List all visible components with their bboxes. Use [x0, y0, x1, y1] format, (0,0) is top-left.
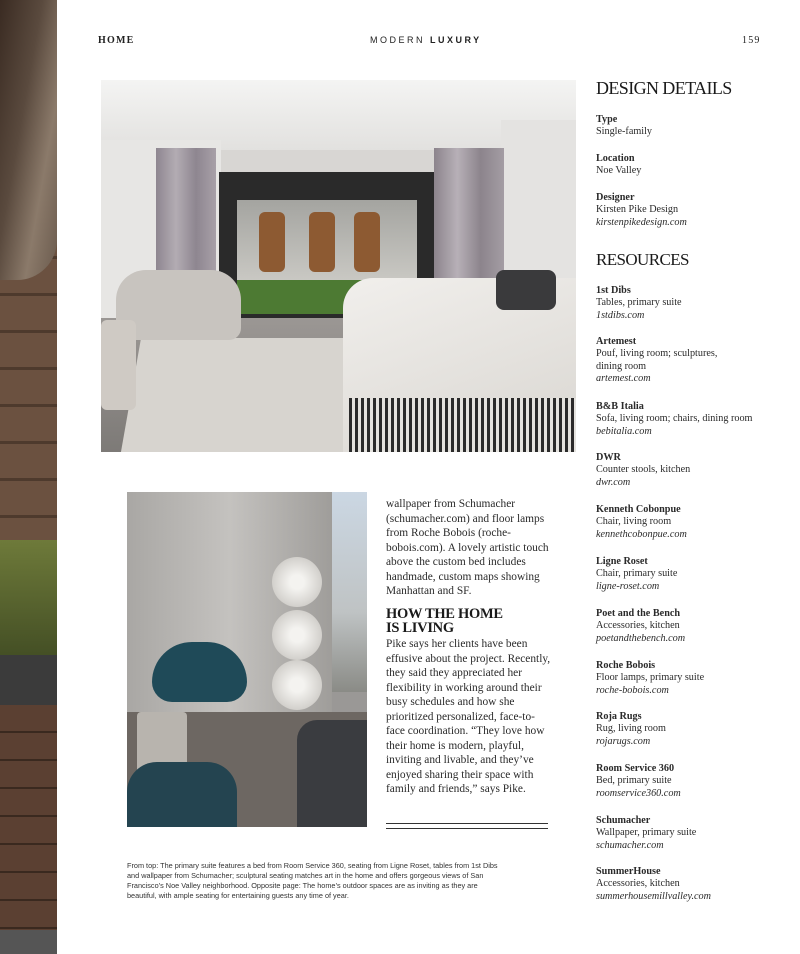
resource-name: Schumacher [596, 815, 651, 826]
article-paragraph: Pike says her clients have been effusive about the project. Recently, they said they appreciated her flexibility in working around their busy schedules and how she prioritized personalized, face-to-face coordination. “They love how their home is modern, playful, inviting and livable, and they’ve enjoyed sharing their space with family and friends,” says Pike. [386, 638, 551, 795]
subheading-line-1: HOW THE HOME [386, 606, 503, 622]
resource-item [596, 608, 781, 645]
resource-url: roomservice360.com [596, 787, 681, 799]
logo-light: MODERN [370, 35, 425, 45]
armchair [101, 320, 136, 410]
resource-item [596, 452, 781, 489]
resource-desc: Floor lamps, primary suite [596, 672, 705, 684]
resources-heading: RESOURCES [596, 250, 689, 269]
plant-foliage [0, 540, 57, 670]
resource-item [596, 711, 781, 748]
pouf [297, 720, 367, 827]
resource-name: SummerHouse [596, 866, 661, 877]
resource-desc: Chair, living room [596, 516, 672, 528]
resource-desc: Tables, primary suite [596, 297, 682, 309]
bedroom-photo [101, 80, 576, 452]
resource-desc: Bed, primary suite [596, 775, 672, 787]
subheading-line-2: IS LIVING [386, 620, 454, 636]
resource-url: ligne-roset.com [596, 580, 660, 592]
resource-name: Ligne Roset [596, 556, 648, 567]
detail-item [596, 114, 781, 139]
resource-url: artemest.com [596, 372, 651, 384]
resource-item [596, 660, 781, 697]
opposite-page-photo-edge [0, 0, 57, 954]
outdoor-cushion [0, 655, 57, 705]
resource-name: B&B Italia [596, 401, 644, 412]
resource-item [596, 763, 781, 800]
resource-item [596, 285, 781, 322]
design-details-heading: DESIGN DETAILS [596, 78, 732, 98]
resource-name: Kenneth Cobonpue [596, 504, 681, 515]
double-rule-divider [386, 823, 548, 829]
resource-name: Artemest [596, 336, 637, 347]
detail-title: Type [596, 114, 618, 125]
tree-trunk [0, 0, 57, 280]
detail-url: kirstenpikedesign.com [596, 216, 687, 228]
resource-desc: Counter stools, kitchen [596, 464, 691, 476]
resource-name: 1st Dibs [596, 285, 631, 296]
resource-url: summerhousemillvalley.com [596, 890, 711, 902]
detail-title: Designer [596, 192, 635, 203]
resource-desc: Accessories, kitchen [596, 620, 680, 632]
resource-desc: Pouf, living room; sculptures, dining room [596, 348, 718, 372]
detail-value: Single-family [596, 126, 653, 138]
page-number: 159 [742, 35, 761, 46]
resource-desc: Sofa, living room; chairs, dining room [596, 413, 753, 425]
logo-bold: LUXURY [430, 35, 482, 45]
detail-item [596, 192, 781, 229]
detail-item [596, 153, 781, 178]
article-paragraph: wallpaper from Schumacher (schumacher.com) and floor lamps from Roche Bobois (roche-bobois.com). A lovely artistic touch above the custom bed includes handmade, custom maps showing Manhattan and SF. [386, 498, 549, 597]
resource-item [596, 815, 781, 852]
resource-desc: Wallpaper, primary suite [596, 827, 697, 839]
section-label: HOME [98, 35, 135, 46]
resource-url: 1stdibs.com [596, 309, 645, 321]
sculptural-chair-photo [127, 492, 367, 827]
resource-url: rojarugs.com [596, 735, 651, 747]
resource-url: dwr.com [596, 476, 631, 488]
resource-name: Room Service 360 [596, 763, 675, 774]
resource-name: DWR [596, 452, 621, 463]
resource-url: schumacher.com [596, 839, 664, 851]
resource-url: bebitalia.com [596, 425, 652, 437]
teal-chair [152, 642, 247, 702]
resource-name: Poet and the Bench [596, 608, 681, 619]
detail-value: Noe Valley [596, 165, 642, 177]
detail-value: Kirsten Pike Design [596, 204, 679, 216]
resource-url: kennethcobonpue.com [596, 528, 687, 540]
resource-name: Roja Rugs [596, 711, 642, 722]
resource-item [596, 866, 781, 903]
resource-desc: Chair, primary suite [596, 568, 678, 580]
magazine-logo [370, 35, 482, 45]
resource-item [596, 556, 781, 593]
resource-name: Roche Bobois [596, 660, 656, 671]
resource-url: poetandthebench.com [596, 632, 686, 644]
resource-item [596, 504, 781, 541]
resource-item [596, 336, 781, 385]
wood-deck [0, 705, 57, 935]
resource-url: roche-bobois.com [596, 684, 669, 696]
article-subheading [386, 607, 556, 635]
pebbles [0, 930, 57, 954]
detail-title: Location [596, 153, 635, 164]
photo-caption: From top: The primary suite features a bed from Room Service 360, seating from Ligne Roset, tables from 1st Dibs and wallpaper from Schumacher; sculptural seating matches art in the home and offers gorgeous views of San Francisco’s Noe Valley neighborhood. Opposite page: The home’s outdoor spaces are as inviting as they are beautiful, with ample seating for entertaining guests any time of year. [127, 861, 498, 900]
resource-desc: Rug, living room [596, 723, 666, 735]
striped-throw [349, 398, 576, 452]
resource-item [596, 401, 781, 438]
resource-desc: Accessories, kitchen [596, 878, 680, 890]
